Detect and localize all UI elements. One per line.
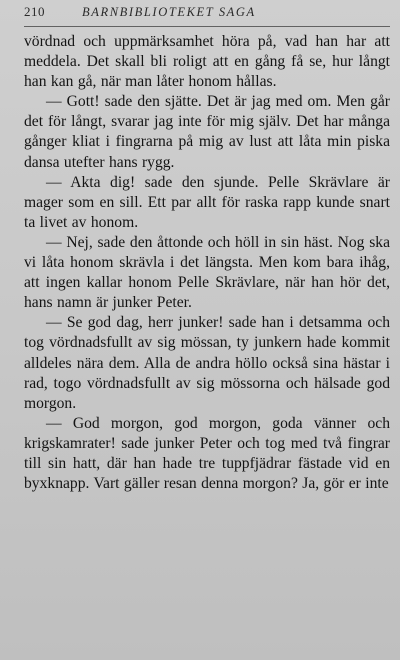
paragraph-1: vördnad och uppmärksamhet höra på, vad han har att meddela. Det skall bli roligt att en gång få se, hur långt han kan gå, när man låter honom hållas. [24,33,390,91]
header-rule [24,26,390,27]
page-number: 210 [24,4,45,19]
paragraph-2: — Gott! sade den sjätte. Det är jag med om. Men går det för långt, svarar jag inte för mig själv. Det har många gånger kliat i fingrarna på mig av lust att låta min piska dansa utefter hans rygg. [24,93,390,171]
paragraph-6: — God morgon, god morgon, goda vänner och krigskamrater! sade junker Peter och tog med två fingrar till sin hatt, där han hade tre tuppfjädrar fästade vid en byxknapp. Vart gäller resan denna morgon? Ja, gör er inte [24,414,390,493]
paragraph-3: — Akta dig! sade den sjunde. Pelle Skrävlare är mager som en sill. Ett par allt för raska rapp kunde snart ta livet av honom. [24,173,390,231]
page-header [24,4,390,26]
running-head: BARNBIBLIOTEKET SAGA [82,5,256,19]
paragraph-4: — Nej, sade den åttonde och höll in sin häst. Nog ska vi låta honom skrävla i det längsta. Men kom bara ihåg, att ingen kallar honom Pelle Skrävlare, när han hör det, hans namn är junker Peter. [24,233,390,312]
body-text [24,32,390,494]
paragraph-5: — Se god dag, herr junker! sade han i detsamma och tog vördnadsfullt av sig mössan, ty junkern hade kommit alldeles nära dem. Alla de andra höllo också sina hästar i rad, togo vördnadsfullt av sig mössorna och hälsade god morgon. [24,314,390,412]
